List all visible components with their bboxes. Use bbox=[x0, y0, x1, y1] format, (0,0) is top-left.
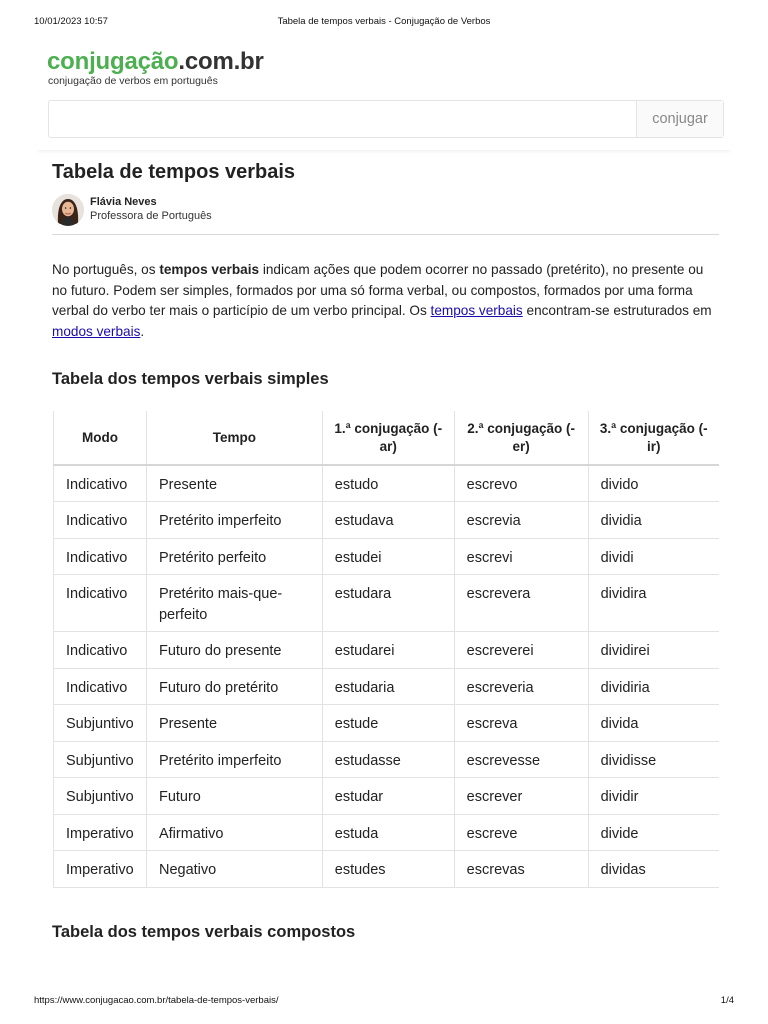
table-row bbox=[54, 778, 720, 815]
author-avatar bbox=[52, 194, 84, 226]
cell-conj-ir: divide bbox=[588, 814, 719, 851]
cell-tempo: Futuro bbox=[146, 778, 322, 815]
cell-conj-ir: dividira bbox=[588, 575, 719, 632]
intro-text-2: indicam ações que podem ocorrer no passado (pretérito), no presente ou no futuro. Podem ser simples, formados por uma só forma verbal, ou compostos, formados por uma forma verbal do verbo ter mais o particípio de um verbo principal. Os bbox=[52, 262, 704, 318]
print-url: https://www.conjugacao.com.br/tabela-de-tempos-verbais/ bbox=[34, 995, 279, 1006]
cell-conj-ar: estudei bbox=[322, 538, 454, 575]
table-row bbox=[54, 502, 720, 539]
cell-conj-ir: dividiria bbox=[588, 668, 719, 705]
intro-text-1: No português, os bbox=[52, 262, 160, 277]
author-name: Flávia Neves bbox=[90, 196, 157, 208]
cell-tempo: Pretérito imperfeito bbox=[146, 741, 322, 778]
print-page-title: Tabela de tempos verbais - Conjugação de Verbos bbox=[277, 16, 491, 27]
site-header bbox=[36, 42, 732, 150]
logo-domain: .com.br bbox=[178, 48, 264, 75]
table-row bbox=[54, 632, 720, 669]
print-page-number: 1/4 bbox=[720, 995, 734, 1006]
cell-modo: Indicativo bbox=[54, 668, 147, 705]
cell-modo: Imperativo bbox=[54, 814, 147, 851]
cell-conj-er: escrevo bbox=[454, 465, 588, 502]
cell-conj-ar: estudava bbox=[322, 502, 454, 539]
cell-conj-er: escrevia bbox=[454, 502, 588, 539]
cell-modo: Subjuntivo bbox=[54, 741, 147, 778]
cell-modo: Subjuntivo bbox=[54, 778, 147, 815]
table-row bbox=[54, 705, 720, 742]
header-conj-ar: 1.ª conjugação (-ar) bbox=[322, 411, 454, 465]
cell-conj-ar: estudaria bbox=[322, 668, 454, 705]
cell-conj-ir: dividisse bbox=[588, 741, 719, 778]
cell-conj-ar: estudes bbox=[322, 851, 454, 888]
cell-conj-er: escrevera bbox=[454, 575, 588, 632]
cell-tempo: Pretérito mais-que-perfeito bbox=[146, 575, 322, 632]
cell-conj-ir: dividia bbox=[588, 502, 719, 539]
link-modos-verbais[interactable]: modos verbais bbox=[52, 323, 141, 339]
cell-conj-er: escrevi bbox=[454, 538, 588, 575]
link-tempos-verbais[interactable]: tempos verbais bbox=[430, 303, 523, 318]
cell-conj-er: escrever bbox=[454, 778, 588, 815]
site-tagline: conjugação de verbos em português bbox=[48, 75, 218, 87]
table-row bbox=[54, 668, 720, 705]
intro-paragraph bbox=[52, 260, 722, 342]
header-conj-er: 2.ª conjugação (-er) bbox=[454, 411, 588, 465]
cell-modo: Indicativo bbox=[54, 575, 147, 632]
cell-tempo: Pretérito perfeito bbox=[146, 538, 322, 575]
cell-conj-ir: dividas bbox=[588, 851, 719, 888]
cell-conj-er: escreveria bbox=[454, 668, 588, 705]
cell-conj-er: escrevas bbox=[454, 851, 588, 888]
print-header bbox=[34, 16, 734, 30]
conjugar-button[interactable]: conjugar bbox=[636, 101, 723, 137]
cell-tempo: Pretérito imperfeito bbox=[146, 502, 322, 539]
cell-tempo: Presente bbox=[146, 705, 322, 742]
cell-modo: Imperativo bbox=[54, 851, 147, 888]
cell-tempo: Futuro do presente bbox=[146, 632, 322, 669]
cell-tempo: Presente bbox=[146, 465, 322, 502]
cell-modo: Indicativo bbox=[54, 632, 147, 669]
intro-text-3: encontram-se estruturados em bbox=[522, 303, 712, 318]
cell-tempo: Negativo bbox=[146, 851, 322, 888]
cell-conj-er: escreva bbox=[454, 705, 588, 742]
author-divider bbox=[52, 234, 719, 235]
cell-conj-ir: divido bbox=[588, 465, 719, 502]
cell-conj-ir: divida bbox=[588, 705, 719, 742]
header-modo: Modo bbox=[54, 411, 147, 465]
cell-conj-ar: estudo bbox=[322, 465, 454, 502]
cell-conj-ir: dividir bbox=[588, 778, 719, 815]
simple-tenses-table bbox=[53, 411, 719, 888]
table-header-row bbox=[54, 411, 720, 465]
search-input[interactable] bbox=[49, 101, 637, 137]
cell-conj-ar: estudar bbox=[322, 778, 454, 815]
cell-conj-ar: estudasse bbox=[322, 741, 454, 778]
cell-modo: Indicativo bbox=[54, 465, 147, 502]
author-role: Professora de Português bbox=[90, 210, 212, 222]
intro-bold-term: tempos verbais bbox=[159, 262, 260, 277]
cell-conj-ar: estudara bbox=[322, 575, 454, 632]
cell-tempo: Futuro do pretérito bbox=[146, 668, 322, 705]
print-date: 10/01/2023 10:57 bbox=[34, 16, 108, 27]
table-row bbox=[54, 741, 720, 778]
table-row bbox=[54, 814, 720, 851]
search-bar bbox=[48, 100, 724, 138]
section-title-simple: Tabela dos tempos verbais simples bbox=[52, 370, 329, 388]
cell-conj-ir: dividirei bbox=[588, 632, 719, 669]
site-logo[interactable] bbox=[47, 48, 264, 76]
section-title-compound: Tabela dos tempos verbais compostos bbox=[52, 923, 356, 941]
table-row bbox=[54, 465, 720, 502]
header-conj-ir: 3.ª conjugação (-ir) bbox=[588, 411, 719, 465]
cell-conj-er: escrevesse bbox=[454, 741, 588, 778]
cell-conj-ar: estude bbox=[322, 705, 454, 742]
table-row bbox=[54, 851, 720, 888]
table-row bbox=[54, 538, 720, 575]
page-title: Tabela de tempos verbais bbox=[52, 161, 296, 183]
cell-conj-er: escreverei bbox=[454, 632, 588, 669]
logo-brand: conjugação bbox=[47, 48, 179, 75]
cell-tempo: Afirmativo bbox=[146, 814, 322, 851]
table-row bbox=[54, 575, 720, 632]
header-tempo: Tempo bbox=[146, 411, 322, 465]
cell-conj-ar: estuda bbox=[322, 814, 454, 851]
cell-modo: Indicativo bbox=[54, 502, 147, 539]
cell-conj-ir: dividi bbox=[588, 538, 719, 575]
print-footer bbox=[34, 995, 734, 1009]
author-info bbox=[52, 194, 720, 228]
intro-text-4: . bbox=[140, 323, 145, 339]
cell-conj-ar: estudarei bbox=[322, 632, 454, 669]
cell-modo: Subjuntivo bbox=[54, 705, 147, 742]
cell-conj-er: escreve bbox=[454, 814, 588, 851]
cell-modo: Indicativo bbox=[54, 538, 147, 575]
